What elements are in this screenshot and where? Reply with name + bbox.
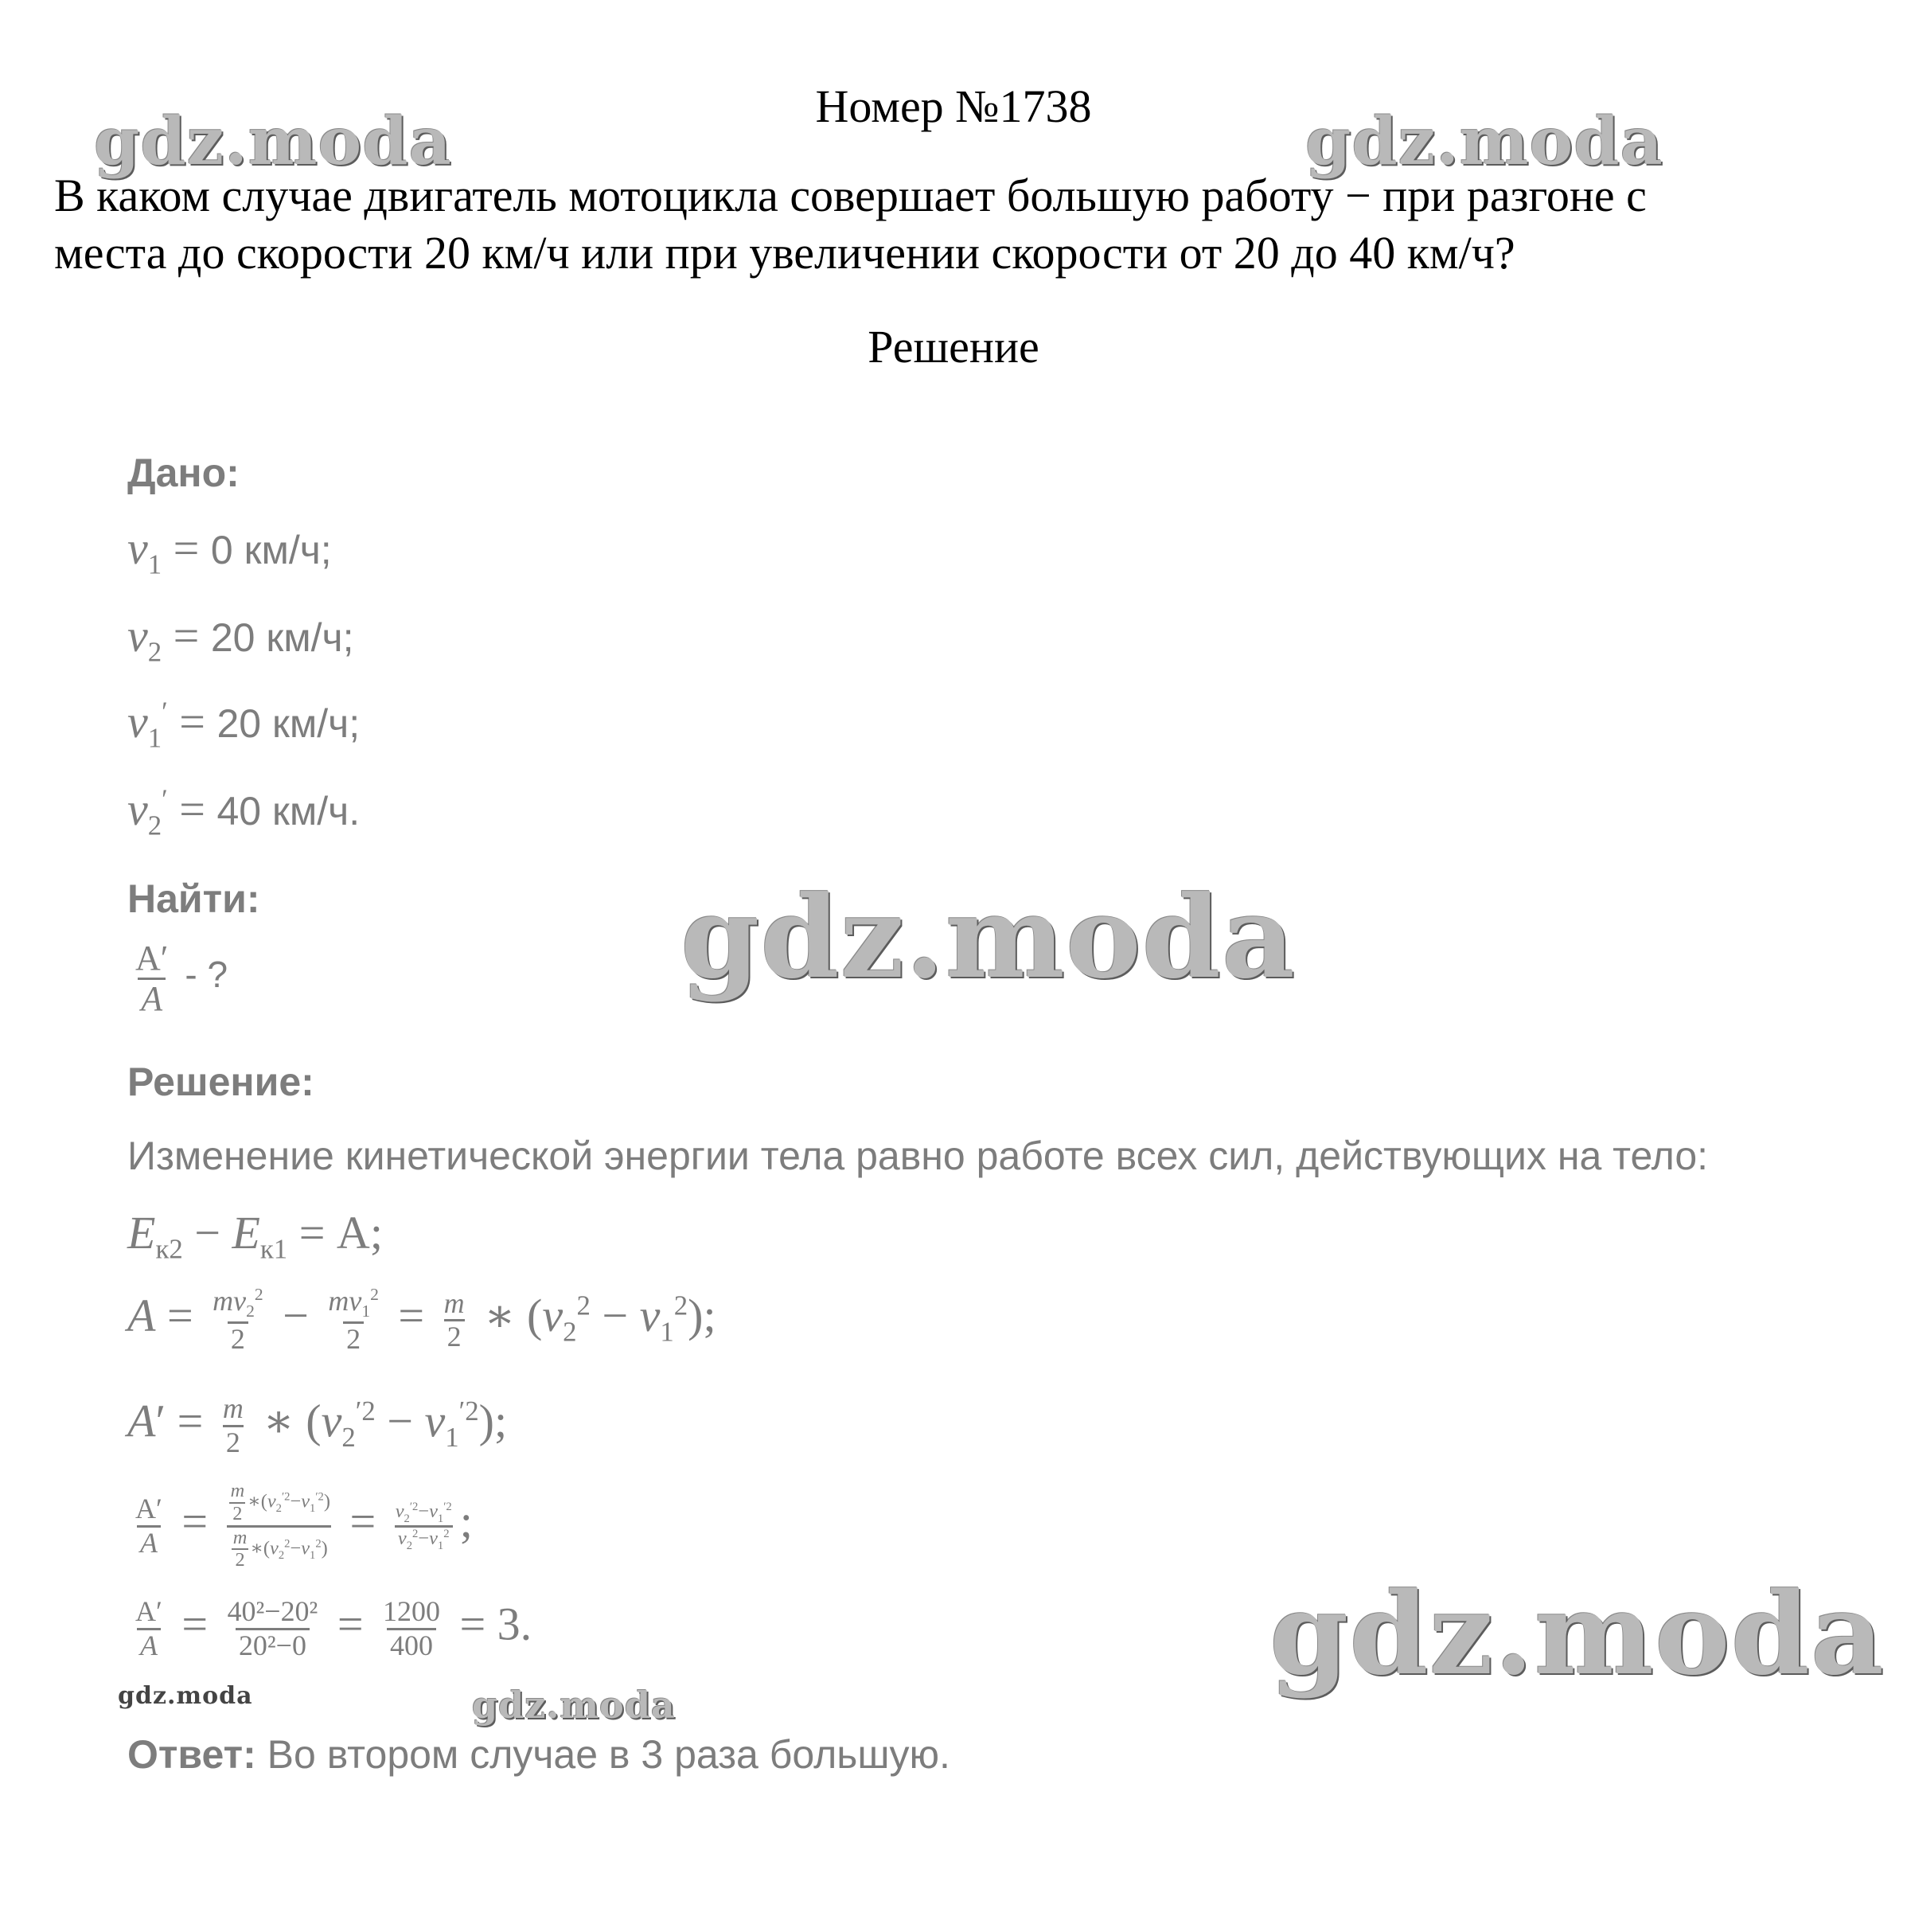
equation-work-prime: A′ = $\frac{m}{2}$ ∗ $(v_2^{'2} - v_1^{'2})$; (127, 1392, 508, 1458)
find-expression: $\frac{A'}{A}$ - ? (135, 939, 228, 1019)
given-v2-prime: $v_2' = 40$ км/ч. (127, 783, 361, 841)
watermark: gdz.moda (94, 103, 452, 180)
given-v2: $v_2 = 20$ км/ч; (127, 610, 354, 668)
answer: Ответ: Во втором случае в 3 раза большую. (127, 1732, 950, 1777)
problem-statement (54, 167, 1845, 282)
given-label: Дано: (127, 451, 240, 495)
section-title: Решение (868, 321, 1039, 373)
equation-ratio: $\frac{A'}{A}$ = $\frac{m}{2}$ $∗(v_2^{'2}-v_1^{'2})$ $\frac{m}{2}$ $∗(v_2^2-v_1^2)$ = $\frac{v_2^{'2}-v_1^{'2}}{v_2^2-v_1^2}$ ; (135, 1480, 473, 1571)
solution-label: Решение: (127, 1060, 314, 1104)
page-title: Номер №1738 (815, 80, 1092, 132)
equation-energy: $E_{к2} - E_{к1} = A$; (127, 1207, 383, 1265)
watermark: gdz.moda (472, 1684, 676, 1727)
watermark: gdz.moda (1269, 1568, 1885, 1700)
explanation-text: Изменение кинетической энергии тела равно работе всех сил, действующих на тело: (127, 1134, 1709, 1178)
given-v1-prime: $v_1' = 20$ км/ч; (127, 696, 361, 754)
watermark: gdz.moda (681, 872, 1296, 1004)
equation-numeric: $\frac{A'}{A}$ = $\frac{\text{40²−20²}}{\text{20²−0}}$ = $\frac{1200}{400}$ = 3. (135, 1595, 532, 1661)
find-label: Найти: (127, 876, 260, 921)
equation-work: A = $\frac{mv_2^2}{2}$ − $\frac{mv_1^2}{2}$ = $\frac{m}{2}$ ∗ $(v_2^2 - v_1^2)$; (127, 1285, 716, 1355)
watermark: gdz.moda (118, 1682, 253, 1710)
given-v1: $v_1 = 0$ км/ч; (127, 522, 332, 580)
problem-line-2: места до скорости 20 км/ч или при увеличении скорости от 20 до 40 км/ч? (54, 227, 1515, 279)
watermark: gdz.moda (1305, 103, 1663, 180)
problem-line-1: В каком случае двигатель мотоцикла совершает большую работу − при разгоне с (54, 170, 1647, 221)
